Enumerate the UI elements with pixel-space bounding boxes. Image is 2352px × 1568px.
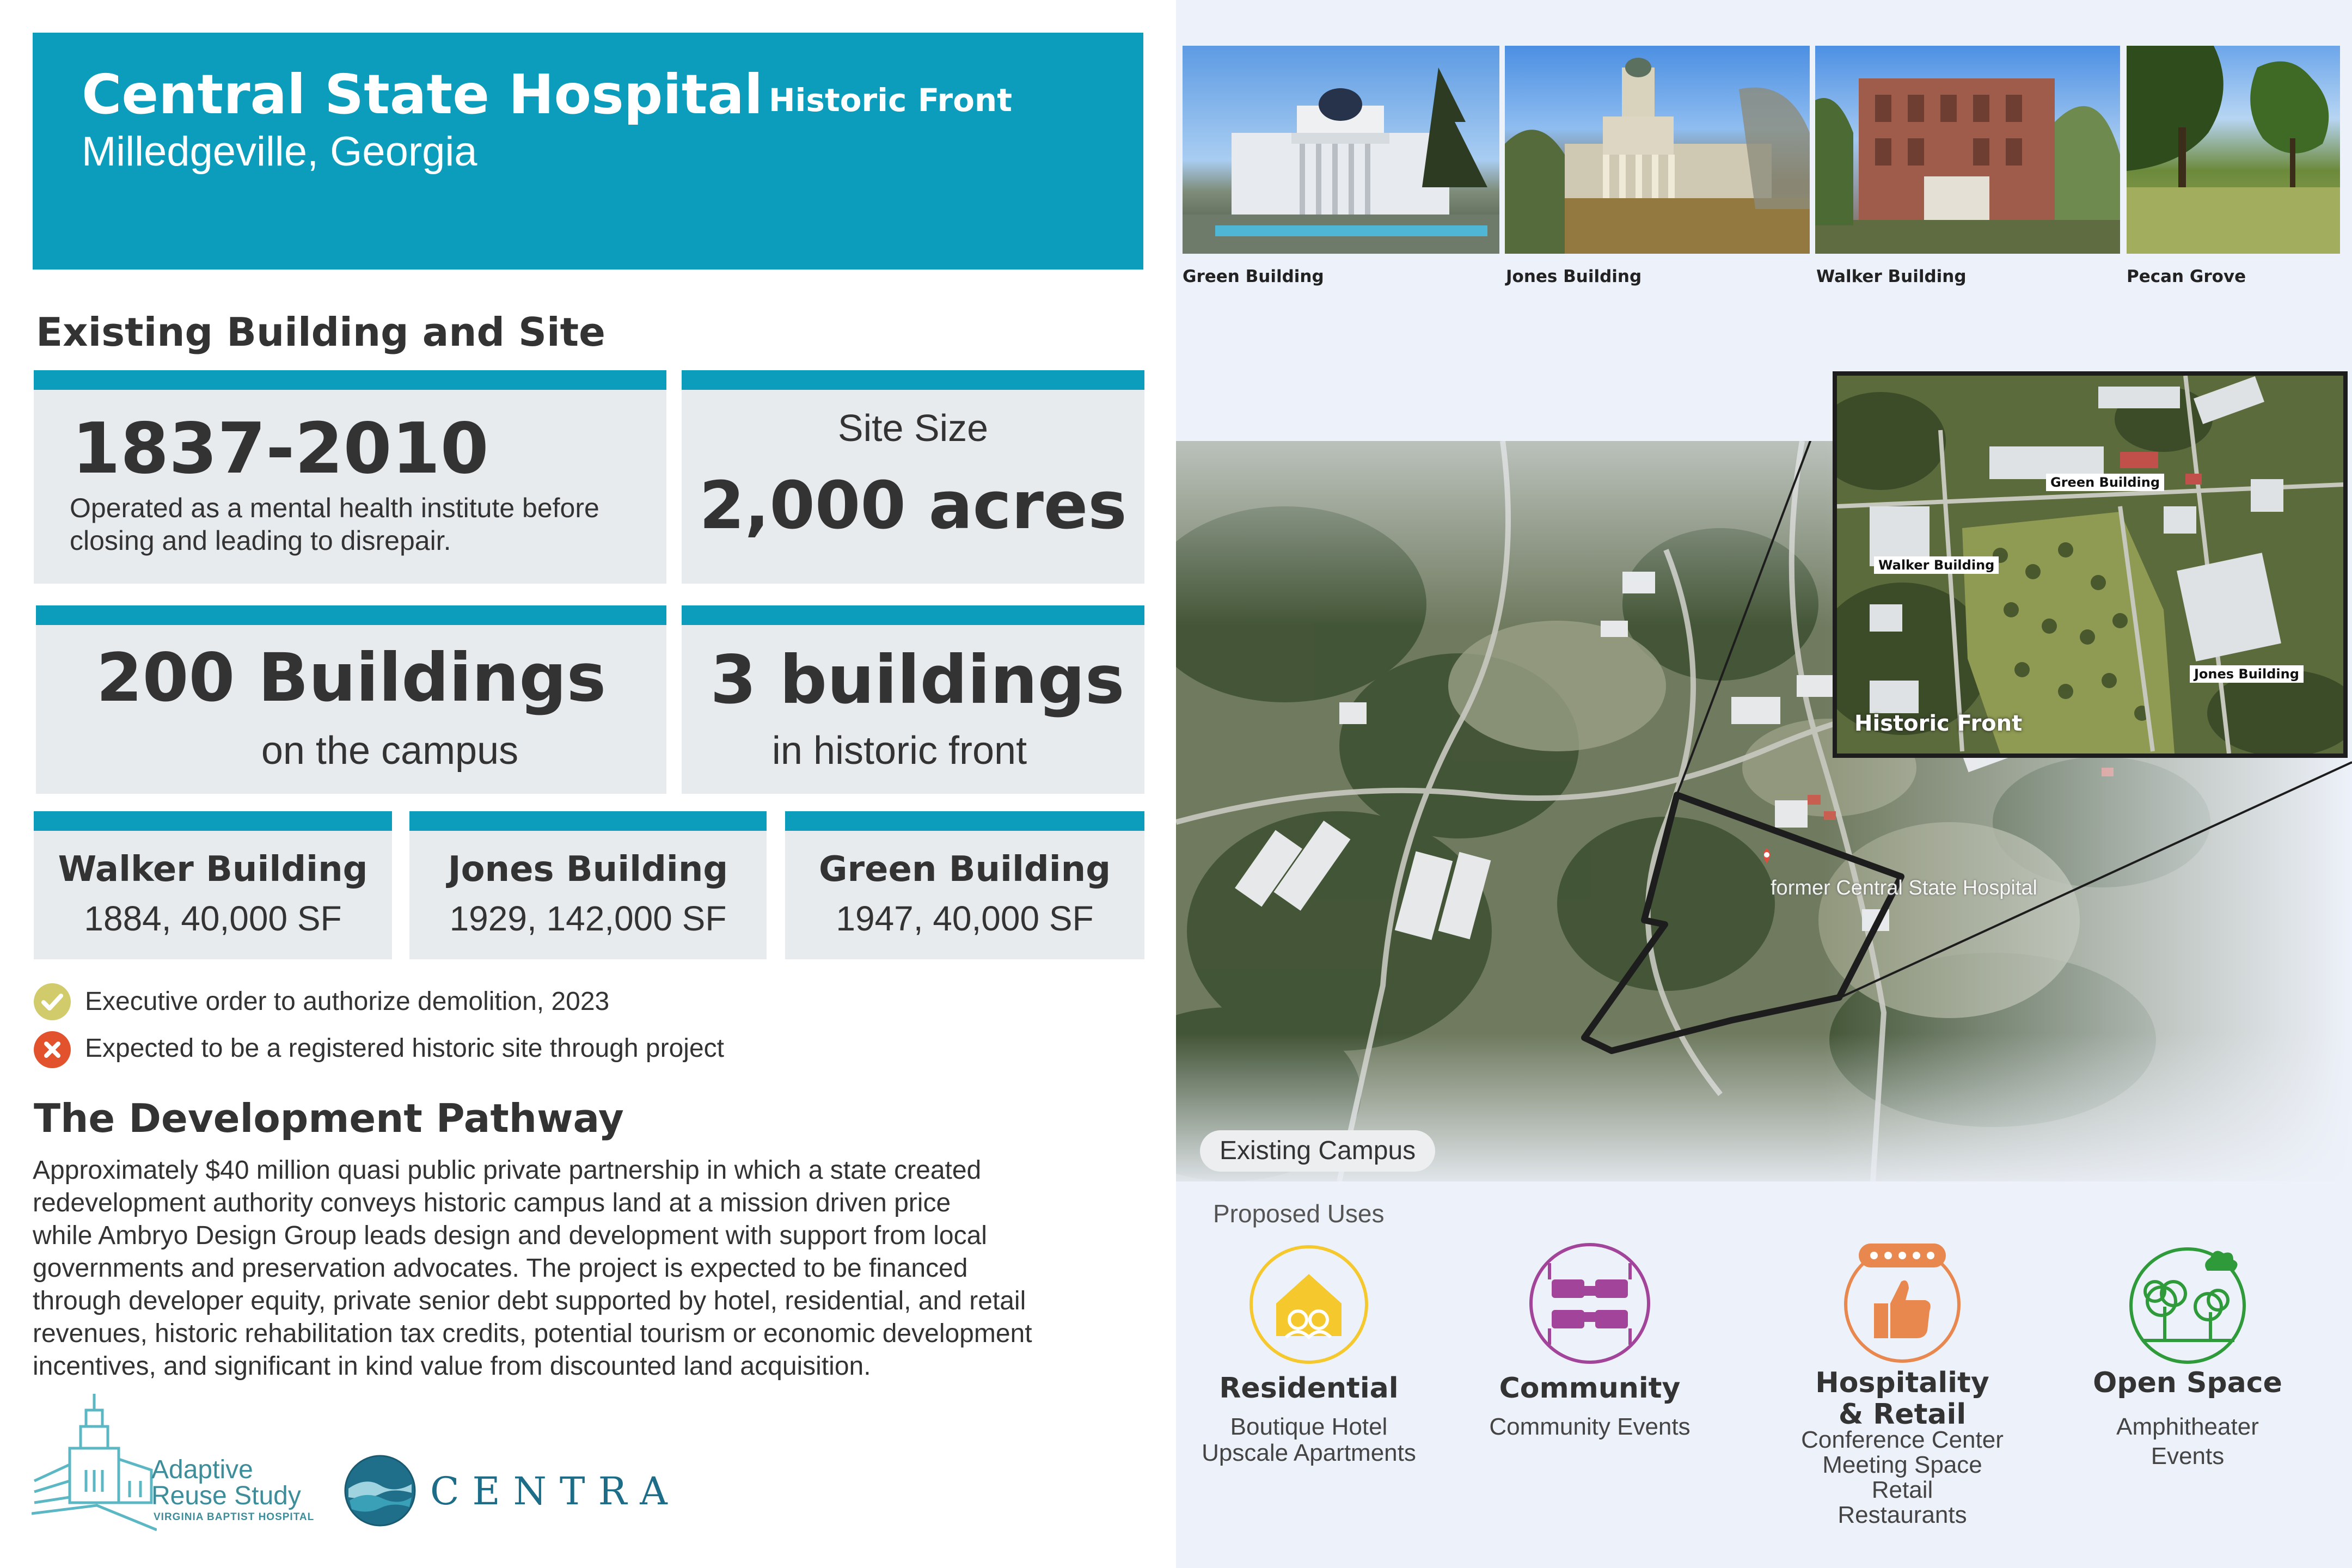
historic-count-value: 3 buildings (710, 641, 1125, 719)
walker-building-card (34, 811, 392, 959)
site-size-card (682, 370, 1144, 584)
photo-caption: Green Building (1183, 267, 1324, 286)
centra-logo-text: CENTRA (430, 1469, 681, 1514)
buildings-count-card (36, 605, 666, 794)
card-accent-bar (34, 811, 392, 831)
historic-count-desc: in historic front (771, 729, 1027, 773)
proposed-uses-heading: Proposed Uses (1213, 1199, 1385, 1228)
years-card (34, 370, 666, 584)
years-value: 1837-2010 (72, 408, 489, 489)
historic-count-card (682, 605, 1144, 794)
use-line: Amphitheater (2116, 1413, 2259, 1440)
building-detail: 1884, 40,000 SF (84, 899, 342, 938)
status-demolition: Executive order to authorize demolition, 2023 (85, 987, 610, 1016)
existing-heading: Existing Building and Site (36, 309, 605, 355)
hospitality-icon (1840, 1239, 1964, 1363)
green-building-card (785, 811, 1144, 959)
adaptive-reuse-logo-line2: Reuse Study (151, 1481, 301, 1510)
use-line: Conference Center (1801, 1426, 2004, 1453)
photo-caption: Jones Building (1506, 267, 1642, 286)
community-icon (1528, 1241, 1652, 1365)
use-line: Restaurants (1837, 1502, 1967, 1528)
inset-title: Historic Front (1854, 711, 2023, 736)
status-historic-site: Expected to be a registered historic site through project (85, 1034, 724, 1063)
green-building-photo (1183, 46, 1499, 254)
building-detail: 1929, 142,000 SF (449, 899, 727, 938)
card-accent-bar (34, 370, 666, 390)
card-accent-bar (36, 605, 666, 625)
pathway-line: governments and preservation advocates. The project is expected to be financed (33, 1254, 968, 1283)
years-desc-line2: closing and leading to disrepair. (70, 525, 451, 556)
existing-campus-label: Existing Campus (1200, 1130, 1435, 1172)
photo-caption: Pecan Grove (2127, 267, 2246, 286)
years-desc-line1: Operated as a mental health institute before (70, 493, 599, 523)
pathway-line: while Ambryo Design Group leads design and development with support from local (33, 1221, 987, 1250)
use-title: Open Space (2093, 1367, 2282, 1399)
residential-icon (1248, 1244, 1370, 1365)
use-title: Hospitality (1815, 1367, 1989, 1399)
use-title-line2: & Retail (1838, 1398, 1967, 1431)
adaptive-reuse-logo-line1: Adaptive (151, 1455, 253, 1484)
pathway-paragraph (33, 1154, 1032, 1383)
site-size-label: Site Size (837, 407, 989, 449)
adaptive-reuse-logo-line3: VIRGINIA BAPTIST HOSPITAL (154, 1511, 315, 1523)
open-space-icon (2126, 1241, 2250, 1365)
inset-label-jones-building: Jones Building (2190, 665, 2304, 683)
buildings-count-value: 200 Buildings (96, 639, 607, 716)
page-title: Central State Hospital (82, 63, 763, 126)
pathway-line: through developer equity, private senior debt supported by hotel, residential, and retail (33, 1287, 1026, 1315)
map-place-label: former Central State Hospital (1771, 877, 2037, 899)
use-line: Events (2151, 1443, 2225, 1469)
pecan-grove-photo (2127, 46, 2340, 254)
pathway-line: redevelopment authority conveys historic campus land at a mission driven price (33, 1189, 951, 1217)
building-detail: 1947, 40,000 SF (836, 899, 1094, 938)
page-subtitle: Historic Front (769, 82, 1012, 119)
use-title: Residential (1219, 1372, 1399, 1405)
building-name: Jones Building (448, 849, 728, 890)
jones-building-photo (1505, 46, 1810, 254)
building-name: Walker Building (58, 849, 368, 890)
jones-building-card (409, 811, 767, 959)
page-location: Milledgeville, Georgia (82, 128, 477, 175)
use-line: Meeting Space (1822, 1451, 1982, 1478)
x-icon (34, 1031, 71, 1068)
use-line: Boutique Hotel (1230, 1413, 1388, 1440)
card-accent-bar (682, 605, 1144, 625)
inset-label-walker-building: Walker Building (1874, 556, 1999, 574)
inset-label-green-building: Green Building (2046, 474, 2164, 491)
card-accent-bar (785, 811, 1144, 831)
site-size-value: 2,000 acres (699, 468, 1127, 544)
centra-logo-icon (344, 1455, 416, 1527)
pathway-line: incentives, and significant in kind value from discounted land acquisition. (33, 1352, 871, 1381)
walker-building-photo (1815, 46, 2120, 254)
use-title: Community (1499, 1372, 1681, 1405)
building-name: Green Building (818, 849, 1111, 890)
adaptive-reuse-logo-icon (32, 1388, 157, 1535)
use-line: Upscale Apartments (1202, 1440, 1416, 1466)
card-accent-bar (409, 811, 767, 831)
pathway-line: Approximately $40 million quasi public private partnership in which a state created (33, 1156, 982, 1185)
pathway-line: revenues, historic rehabilitation tax credits, potential tourism or economic development (33, 1319, 1032, 1348)
check-icon (34, 983, 71, 1020)
card-accent-bar (682, 370, 1144, 390)
use-line: Retail (1871, 1477, 1933, 1503)
use-line: Community Events (1489, 1413, 1690, 1440)
photo-caption: Walker Building (1816, 267, 1967, 286)
buildings-count-desc: on the campus (261, 729, 519, 773)
pathway-heading: The Development Pathway (34, 1095, 624, 1141)
